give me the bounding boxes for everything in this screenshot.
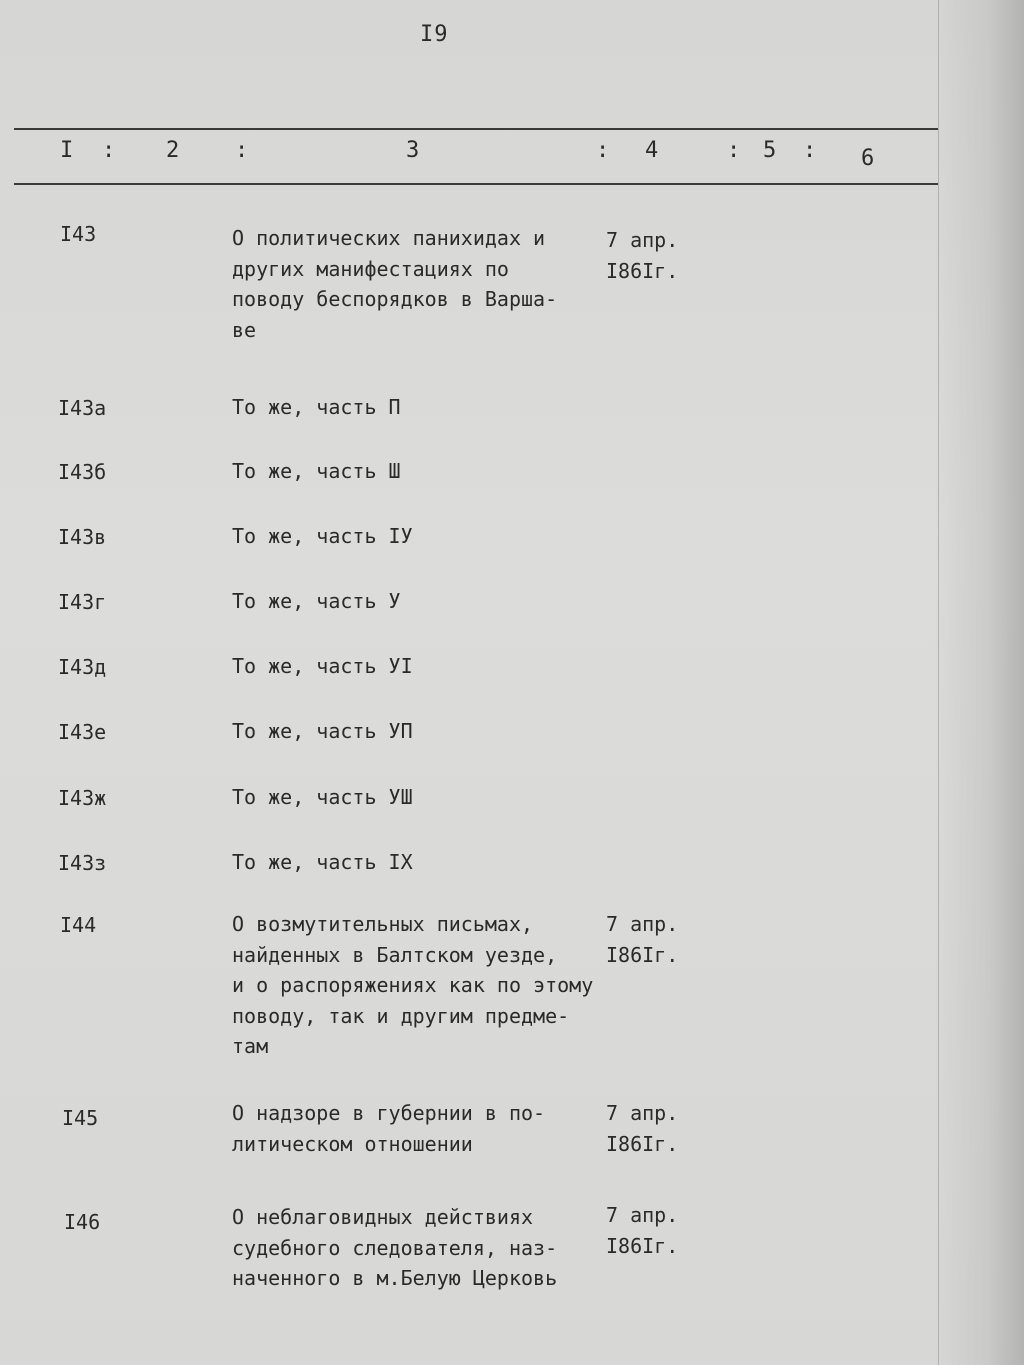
- entry-date-day: 7 апр.: [606, 912, 679, 936]
- entry-title-line: поводу, так и другим предме-: [232, 1003, 570, 1028]
- page-number: I9: [420, 22, 449, 47]
- header-bottom-rule: [14, 183, 938, 185]
- page-fold-line: [938, 0, 939, 1365]
- entry-title-line: найденных в Балтском уезде,: [232, 942, 558, 967]
- entry-date-year: I86Iг.: [606, 1233, 679, 1258]
- entry-number: I45: [62, 1106, 99, 1130]
- entry-number: I43ж: [58, 786, 107, 810]
- entry-title-line: То же, часть УП: [232, 719, 413, 743]
- column-separator: :: [235, 138, 249, 163]
- column-separator: :: [727, 138, 741, 163]
- page-edge-shadow: [934, 0, 1024, 1365]
- entry-title: [232, 716, 612, 747]
- entry-date-year: I86Iг.: [606, 942, 679, 967]
- entry-number: I43: [60, 222, 97, 246]
- entry-number: I43а: [58, 396, 107, 420]
- entry-number: I43д: [58, 655, 107, 679]
- column-header-1: I: [60, 138, 74, 163]
- column-separator: :: [803, 138, 817, 163]
- entry-title: [232, 782, 612, 813]
- entry-date-day: 7 апр.: [606, 228, 679, 252]
- entry-number: I43б: [58, 460, 107, 484]
- entry-title-line: поводу беспорядков в Варша-: [232, 287, 558, 311]
- entry-title: [232, 456, 612, 487]
- entry-title-line: О неблаговидных действиях: [232, 1205, 534, 1229]
- entry-title-line: То же, часть У: [232, 589, 401, 613]
- entry-number: I43е: [58, 720, 107, 744]
- column-header-4: 4: [645, 138, 659, 163]
- entry-date-day: 7 апр.: [606, 1203, 679, 1227]
- entry-title-line: О возмутительных письмах,: [232, 912, 534, 936]
- entry-title-line: О надзоре в губернии в по-: [232, 1101, 546, 1125]
- entry-title: [232, 392, 612, 423]
- entry-title: [232, 651, 612, 682]
- entry-title-line: ве: [232, 317, 257, 342]
- entry-title-line: То же, часть П: [232, 395, 401, 419]
- entry-number: I43з: [58, 851, 107, 875]
- entry-title-line: То же, часть УI: [232, 654, 413, 678]
- entry-title: [232, 1202, 612, 1294]
- entry-title: [232, 521, 612, 552]
- entry-title: [232, 847, 612, 878]
- entry-title-line: других манифестациях по: [232, 256, 509, 281]
- entry-title-line: То же, часть Ш: [232, 459, 401, 483]
- column-header-3: 3: [406, 138, 420, 163]
- entry-title: [232, 223, 612, 345]
- entry-title: [232, 909, 612, 1062]
- entry-date-year: I86Iг.: [606, 1131, 679, 1156]
- entry-date: [606, 1098, 706, 1159]
- entry-title-line: О политических панихидах и: [232, 226, 546, 250]
- column-separator: :: [102, 138, 116, 163]
- entry-number: I43г: [58, 590, 107, 614]
- entry-number: I43в: [58, 525, 107, 549]
- entry-date-year: I86Iг.: [606, 258, 679, 283]
- entry-title-line: То же, часть IУ: [232, 524, 413, 548]
- entry-date: [606, 1200, 706, 1261]
- column-separator: :: [596, 138, 610, 163]
- entry-title: [232, 1098, 612, 1159]
- column-header-5: 5: [763, 138, 777, 163]
- entry-title-line: там: [232, 1034, 269, 1058]
- entry-title-line: То же, часть IХ: [232, 850, 413, 874]
- entry-date: [606, 225, 706, 286]
- entry-date: [606, 909, 706, 970]
- entry-title-line: литическом отношении: [232, 1131, 473, 1156]
- entry-title-line: наченного в м.Белую Церковь: [232, 1266, 558, 1290]
- entry-number: I44: [60, 913, 97, 937]
- entry-title: [232, 586, 612, 617]
- entry-date-day: 7 апр.: [606, 1101, 679, 1125]
- entry-number: I46: [64, 1210, 101, 1234]
- header-top-rule: [14, 128, 938, 130]
- entry-title-line: судебного следователя, наз-: [232, 1235, 558, 1260]
- entry-title-line: То же, часть УШ: [232, 785, 413, 809]
- column-header-6: 6: [861, 146, 875, 171]
- entry-title-line: и о распоряжениях как по этому: [232, 973, 594, 997]
- column-header-2: 2: [166, 138, 180, 163]
